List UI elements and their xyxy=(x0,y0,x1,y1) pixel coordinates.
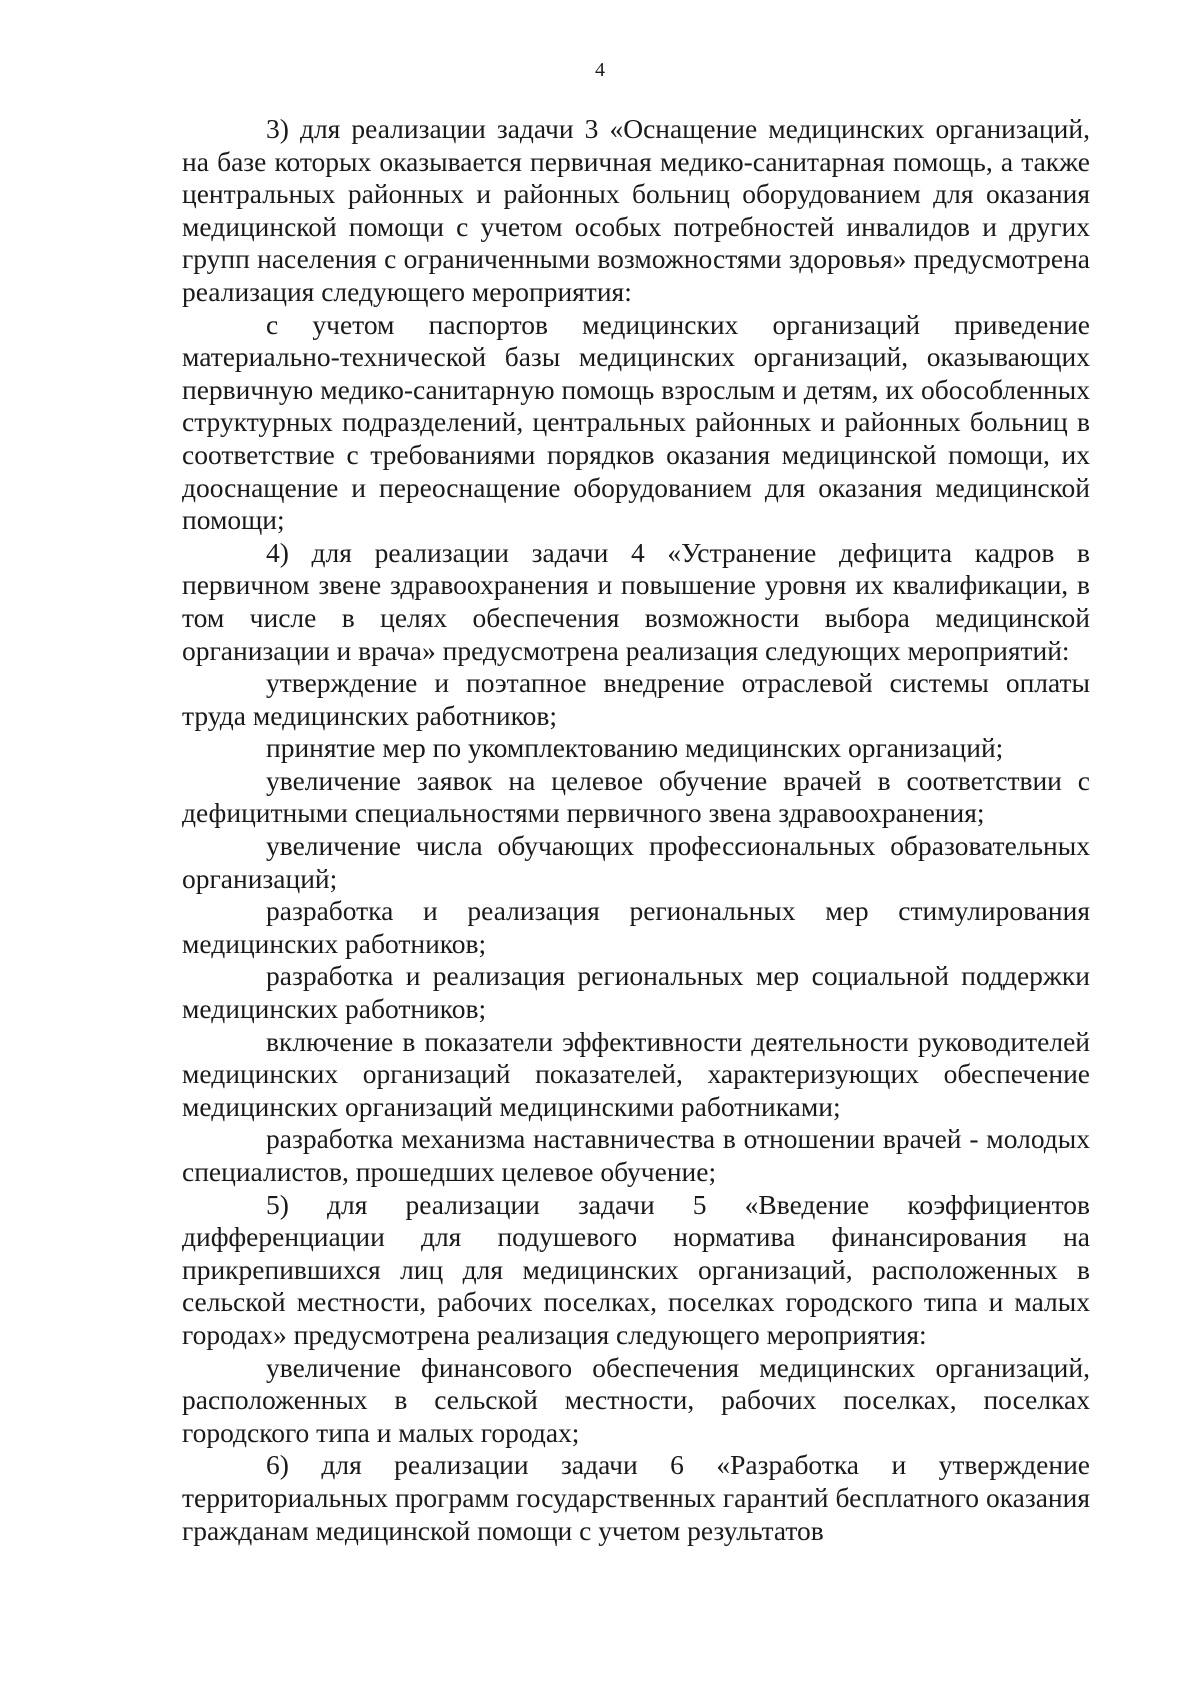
paragraph-performance-indicators: включение в показатели эффективности деятельности руководителей медицинских организаций показателей, характеризующих обеспечение медицинских организаций медицинскими работниками; xyxy=(182,1025,1090,1122)
paragraph-staffing: принятие мер по укомплектованию медицинских организаций; xyxy=(266,732,1004,764)
paragraph-task-4: 4) для реализации задачи 4 «Устранение дефицита кадров в первичном звене здравоохранения и повышение уровня их квалификации, в том числе в целях обеспечения возможности выбора медицинской организации и врача» предусмотрена реализация следующих мероприятий: xyxy=(182,536,1090,666)
paragraph-educational-orgs: увеличение числа обучающих профессиональных образовательных организаций; xyxy=(182,830,1090,894)
paragraph-rural-funding: увеличение финансового обеспечения медицинских организаций, расположенных в сельской местности, рабочих поселках, поселках городского типа и малых городах; xyxy=(182,1351,1090,1448)
paragraph-incentives: разработка и реализация региональных мер стимулирования медицинских работников; xyxy=(182,895,1090,959)
paragraph-mentoring: разработка механизма наставничества в отношении врачей - молодых специалистов, прошедших целевое обучение; xyxy=(182,1123,1090,1187)
paragraph-task-3: 3) для реализации задачи 3 «Оснащение медицинских организаций, на базе которых оказывается первичная медико-санитарная помощь, а также центральных районных и районных больниц оборудованием для оказания медицинской помощи с учетом особых потребностей инвалидов и других групп населения с ограниченными возможностями здоровья» предусмотрена реализация следующего мероприятия: xyxy=(182,113,1090,307)
paragraph-equipment-measure: с учетом паспортов медицинских организаций приведение материально-технической базы медицинских организаций, оказывающих первичную медико-санитарную помощь взрослым и детям, их обособленных структурных подразделений, центральных районных и районных больниц в соответствие с требованиями порядков оказания медицинской помощи, их дооснащение и переоснащение оборудованием для оказания медицинской помощи; xyxy=(182,308,1090,536)
paragraph-task-5: 5) для реализации задачи 5 «Введение коэффициентов дифференциации для подушевого норматива финансирования на прикрепившихся лиц для медицинских организаций, расположенных в сельской местности, рабочих поселках, поселках городского типа и малых городах» предусмотрена реализация следующего мероприятия: xyxy=(182,1188,1090,1350)
paragraph-task-6: 6) для реализации задачи 6 «Разработка и утверждение территориальных программ государственных гарантий бесплатного оказания гражданам медицинской помощи с учетом результатов xyxy=(182,1449,1090,1546)
paragraph-targeted-training: увеличение заявок на целевое обучение врачей в соответствии с дефицитными специальностями первичного звена здравоохранения; xyxy=(182,764,1090,829)
page-number: 4 xyxy=(595,59,605,81)
paragraph-payment-system: утверждение и поэтапное внедрение отраслевой системы оплаты труда медицинских работников; xyxy=(182,667,1090,731)
paragraph-social-support: разработка и реализация региональных мер социальной поддержки медицинских работников; xyxy=(182,960,1090,1025)
document-body xyxy=(182,113,1090,1547)
